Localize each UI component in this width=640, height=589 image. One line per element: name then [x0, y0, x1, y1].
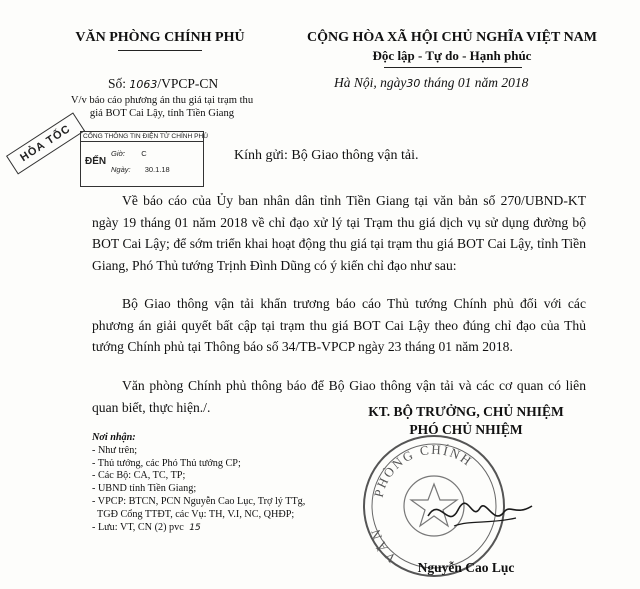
body-paragraph-3: Văn phòng Chính phủ thông báo để Bộ Giao thông vận tải và các cơ quan có liên quan biết, thực hiện./. [92, 378, 586, 415]
recipient-line: Kính gửi: Bộ Giao thông vận tải. [234, 148, 419, 163]
subject-line-2: giá BOT Cai Lậy, tỉnh Tiền Giang [89, 108, 235, 119]
recipient-item: - UBND tỉnh Tiền Giang; [92, 483, 197, 495]
document-date [334, 75, 528, 91]
urgent-stamp: HỎA TỐC [6, 112, 85, 174]
received-time-row [111, 149, 147, 158]
national-motto: Độc lập - Tự do - Hạnh phúc [372, 48, 532, 63]
handwritten-signature [420, 486, 540, 546]
country-name: CỘNG HÒA XÃ HỘI CHỦ NGHĨA VIỆT NAM [306, 30, 597, 45]
recipient-item: - VPCP: BTCN, PCN Nguyễn Cao Lục, Trợ lý TTg, [92, 495, 306, 507]
recipient-item: - Các Bộ: CA, TC, TP; [92, 470, 186, 482]
received-stamp-header: CỔNG THÔNG TIN ĐIỆN TỬ CHÍNH PHỦ [83, 133, 209, 140]
motto-underline [384, 67, 522, 68]
received-label: ĐẾN [85, 156, 107, 167]
recipients-title: Nơi nhận: [92, 432, 136, 443]
body-paragraph-1: Về báo cáo của Ủy ban nhân dân tỉnh Tiền Giang tại văn bản số 270/UBND-KT ngày 19 tháng 01 năm 2018 về chỉ đạo xử lý tại Trạm thu giá dịch vụ sử dụng đường bộ BOT Cai Lậy; để sớm triển khai hoạt động thu giá tại trạm thu giá BOT Cai Lậy, tỉnh Tiền Giang, Phó Thủ tướng Trịnh Đình Dũng có ý kiến chỉ đạo như sau: [92, 193, 586, 273]
agency-underline [118, 50, 202, 51]
received-date-row [111, 165, 170, 174]
date-suffix: tháng 01 năm 2018 [423, 75, 529, 90]
subject [44, 94, 280, 120]
recipient-item: - Thủ tướng, các Phó Thủ tướng CP; [92, 457, 241, 469]
recipient-item: - Như trên; [92, 444, 138, 456]
doc-number-label: Số: [108, 76, 127, 91]
signer-name: Nguyễn Cao Lục [417, 560, 515, 575]
recipient-item-archive [92, 522, 305, 535]
doc-number-handwritten: 1063 [129, 78, 158, 91]
signature-position: PHÓ CHỦ NHIỆM [409, 422, 523, 437]
issuing-agency: VĂN PHÒNG CHÍNH PHỦ [75, 30, 245, 45]
recipient-item: TGĐ Cổng TTĐT, các Vụ: TH, V.I, NC, QHĐP; [97, 508, 295, 520]
date-day-handwritten: 30 [406, 77, 421, 90]
date-prefix: Hà Nội, ngày [334, 75, 407, 90]
subject-line-1: V/v báo cáo phương án thu giá tại trạm thu [70, 95, 254, 106]
received-time-label: Giờ: [111, 149, 126, 158]
recipients-list [92, 432, 305, 534]
received-date-value: 30.1.18 [144, 165, 170, 174]
seal-text-side: VĂN [366, 524, 399, 566]
received-date-label: Ngày: [111, 165, 131, 174]
document-number [108, 76, 218, 92]
seal-text-top: PHÒNG CHÍNH [370, 441, 476, 499]
signature-title: KT. BỘ TRƯỞNG, CHỦ NHIỆM [368, 404, 564, 419]
received-stamp [80, 131, 209, 187]
received-time-value: C [141, 149, 147, 158]
archive-text: - Lưu: VT, CN (2) pvc [92, 521, 184, 533]
doc-number-suffix: /VPCP-CN [157, 76, 219, 91]
body-paragraph-2: Bộ Giao thông vận tải khẩn trương báo cáo Thủ tướng Chính phủ đối với các phương án giải quyết bất cập tại trạm thu giá BOT Cai Lậy theo đúng chỉ đạo của Thủ tướng Chính phủ tại Thông báo số 34/TB-VPCP ngày 23 tháng 01 năm 2018. [92, 296, 586, 354]
archive-count: 15 [189, 522, 201, 533]
